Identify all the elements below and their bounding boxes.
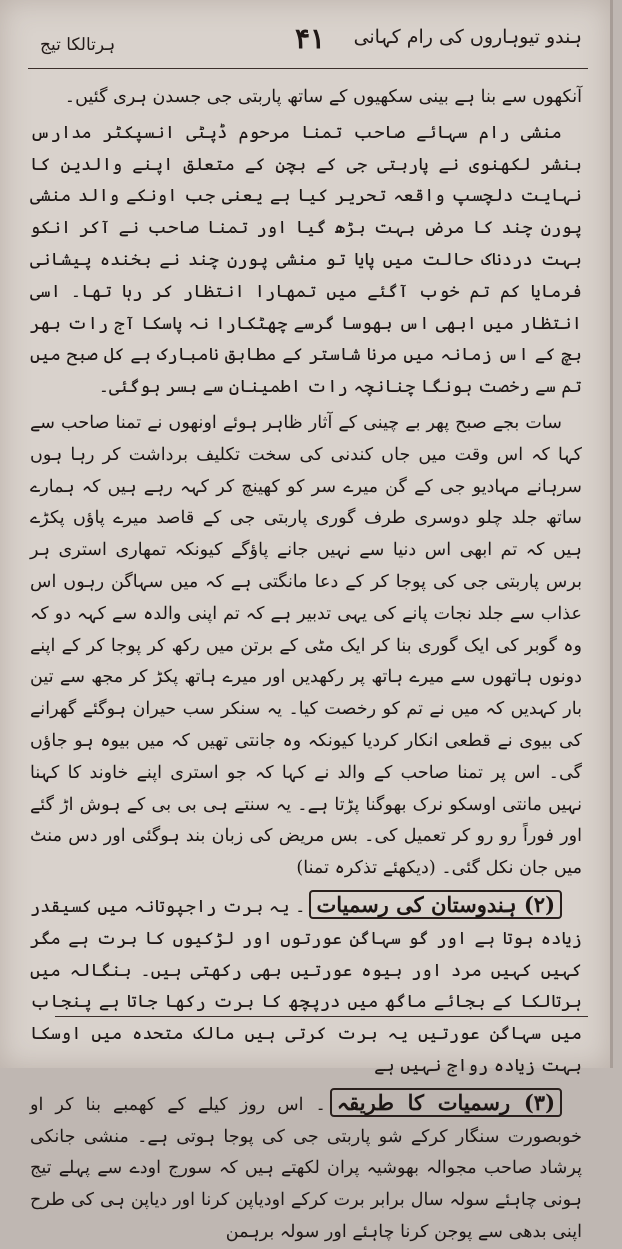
section-2 — [30, 889, 582, 1083]
section-2-text: ۔ یہ برت راجپوتانہ میں کسیقدر زیادہ ہوتا ہے اور گو سہاگن عورتوں اور لڑکیوں کا برت ہے مگر کہیں کہیں مرد اور بیوہ عورتیں بھی رکھتی ہیں۔ بنگالہ میں ہرتالکا کے بجائے ماگھ میں درپچھ کا برت رکھا جاتا ہے پنجاب میں سہاگن عورتیں یہ برت کرتی ہیں مالک متحدہ میں اوسکا بہت زیادہ رواج نہیں ہے — [30, 896, 582, 1076]
body-text — [30, 82, 582, 1242]
running-head-book-title: ہندو تیوہاروں کی رام کہانی — [353, 26, 582, 48]
paragraph-2: منشی رام سہائے صاحب تمنا مرحوم ڈپٹی انسپکٹر مدارس بنشر لکھنوی نے پاربتی جی کے بچن کے متعلق اپنے والدین کا نہایت دلچسپ واقعہ تحریر کیا ہے یعنی جب اونکے والد منشی پورن چند کا مرض بہت بڑھ گیا اور تمنا صاحب نے آکر انکو بہت دردناک حالت میں پایا تو منشی پورن چند نے بخندہ پیشانی فرمایا کم تم خوب آگئے میں تمھارا انتظار کر رہا تھا۔ اسی انتظار میں ابھی اس بھوسا گرسے چھٹکارا نہ پاسکا آج رات بھر بچ کے اس زمانہ میں مرنا شاستر کے مطابق نامبارک ہے کل صبح میں تم سے رخصت ہونگا چنانچہ رات اطمینان سے بسر ہوگئی۔ — [30, 122, 582, 398]
footer-rule — [55, 1016, 588, 1017]
header-rule — [28, 68, 588, 69]
section-3-text: ۔ اس روز کیلے کے کھمبے بنا کر او خوبصورت سنگار کرکے شو پاربتی جی کی پوجا ہوتی ہے۔ منشی جانکی پرشاد صاحب مجوالہ بھوشیہ پران لکھتے ہیں کہ سورج اودے سے پہلے تیج ہونی چاہئے سولہ سال برابر برت کرکے اودیاپن کرنا اور دیاپن ہی کی طرح اپنی بدھی سے پوجن کرنا چاہئے اور سولہ برہمن — [30, 1094, 582, 1242]
section-3-heading: (۳) رسمیات کا طریقہ — [330, 1088, 562, 1117]
section-3 — [30, 1087, 582, 1249]
page-number: ۴۱ — [295, 22, 326, 55]
paragraph-3: سات بجے صبح پھر بے چینی کے آثار ظاہر ہوئے اونھوں نے تمنا صاحب سے کہا کہ اس وقت میں جاں کندنی کی سخت تکلیف برداشت کر رہا ہوں سرہانے مہادیو جی کے گن میرے سر کو کھینچ کر کہہ رہے ہیں کہ ہمارے ساتھ جلد چلو دوسری طرف گوری پاربتی جی کے قاصد میرے پاؤں پکڑے ہیں کہ تم ابھی اس دنیا سے نہیں جانے پاؤگے کیونکہ تمھاری استری ہر برس پاربتی جی کی پوجا کر کے دعا مانگتی ہے کہ میں سہاگن رہوں اس عذاب سے جلد نجات پانے کی یہی تدبیر ہے کہ تم اپنی والدہ سے کہہ دو کہ وہ گوبر کی ایک گوری بنا کر ایک مٹی کے برتن میں رکھ کر پوجا کر کے اپنے دونوں ہاتھوں سے میرے ہاتھ پر رکھدیں اور میرے ہاتھ پکڑ کر مجھ سے تین بار کہدیں کہ میں نے تم کو رخصت کیا۔ یہ سنکر سب حیران ہوگئے گھرانے کی بیوی نے قطعی انکار کردیا کیونکہ وہ جانتی تھیں کہ میں بیوہ ہو جاؤں گی۔ اس پر تمنا صاحب کے والد نے کہا کہ جو استری اپنے خاوند کا کہنا نہیں مانتی اوسکو نرک بھوگنا پڑتا ہے۔ یہ سنتے ہی بی بی کے ہوش اڑ گئے اور فوراً رو رو کر تعمیل کی۔ بس مریض کی زبان بند ہوگئی اور دس منٹ میں جان نکل گئی۔ (دیکھئے تذکرہ تمنا) — [30, 412, 582, 879]
section-2-heading: (۲) ہندوستان کی رسمیات — [309, 890, 562, 919]
page-header — [40, 22, 582, 72]
paragraph-1: آنکھوں سے بنا ہے بینی سکھیوں کے ساتھ پاربتی جی جسدن ہری گئیں۔ — [64, 87, 582, 107]
running-head-chapter-title: ہرتالکا تیج — [40, 35, 116, 55]
